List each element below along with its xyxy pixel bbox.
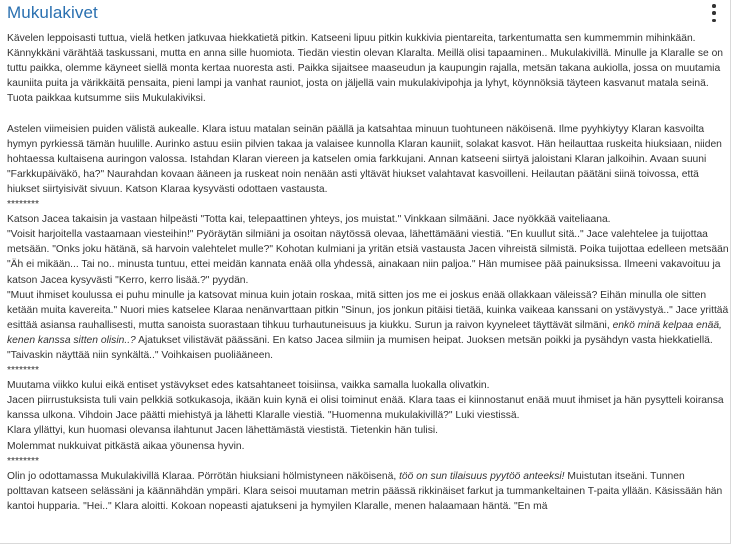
story-paragraph [7,439,729,454]
story-paragraph [7,197,729,212]
paragraph-text: ******** [7,199,40,211]
story-paragraph [7,363,729,378]
paragraph-text: ******** [7,455,40,467]
paragraph-text: Astelen viimeisien puiden välistä aukealle. Klara istuu matalan seinän päällä ja katsahtaa minuun tuohtuneen näköisenä. Ilme pyyhkiytyy Klaran kasvoilta hymyn pyrkiessä tämän huulille. Aurinko astuu esiin pilvien takaa ja valaisee kunnolla Klaran kauniit, solakat kasvot. Hän heilauttaa ruskeita hiuksiaan, niiden hohtaessa kultaisena auringon valossa. Istahdan Klaran viereen ja katselen omia farkkujani. Annan katseeni siirtyä jaloistani Klaran jalkoihin. Avaan suuni "Farkkupäiväkö, ha?" Naurahdan kovaan ääneen ja ruskeat noin nenään asti yltävät hiukset valahtavat kasvoilleni. Heilautan päätäni siinä toivossa, että hiukset siirtyisivät sivuun. Katson Klaraa kysyvästi odottaen vastausta. [7,123,722,195]
paragraph-text: Ajatukset vilistävät päässäni. En katso Jacea silmiin ja mumisen heipat. Juoksen metsän poikki ja pysähdyn vasta hiekkatiellä. "Taivaskin näyttää niin synkältä.." Voihkaisen puoliääneen. [7,334,713,361]
vertical-ellipsis-icon[interactable] [707,4,721,22]
story-paragraph [7,469,729,514]
story-paragraph [7,212,729,227]
paragraph-text: Muutama viikko kului eikä entiset ystävykset edes katsahtaneet toisiinsa, vaikka samalla luokalla olivatkin. [7,380,490,392]
paragraph-text: Molemmat nukkuivat pitkästä aikaa yöunensa hyvin. [7,440,245,452]
paragraph-text: Muistutan itseäni. Tunnen polttavan katseen selässäni ja käännähdän ympäri. Klara seisoi muutaman metrin päässä rikkinäiset farkut ja tummankeltainen T-paita yllään. Käsissään hän kantoi hupparia. "Hei.." Klara aloitti. Kokoan nopeasti ajatukseni ja hymyilen Klaralle, menen halaamaan häntä. "En mä [7,470,723,512]
paragraph-text: "Voisit harjoitella vastaamaan viesteihin!" Pyöräytän silmiäni ja osoitan näytössä olevaa, lähettämääni viestiä. "En kuullut sitä.." Jace valehtelee ja tuijottaa metsään. "Onks joku hätänä, sä harvoin valehtelet mulle?" Kohotan kulmiani ja yritän etsiä vastausta Jacen vihreistä silmistä. Poika tuijottaa edelleen metsään "Äh ei mikään... Tai no.. minusta tuntuu, ettei meidän kannata enää olla yhdessä, ainakaan niin paljoa." Hän mumisee pää painuksissa. Ilmeeni vakavoituu ja katson Jacea kysyvästi "Kerro, kerro lisää.?" pyydän. [7,229,729,286]
post-header [0,0,731,26]
paragraph-text: Klara yllättyi, kun huomasi olevansa ilahtunut Jacen lähettämästä viestistä. Tietenkin hän tulisi. [7,425,438,437]
italic-thought-text: enkö minä kelpaa enää, kenen kanssa sitten olisin..? [7,319,722,346]
story-paragraph [7,454,729,469]
paragraph-text: ******** [7,365,40,377]
story-paragraph [7,288,729,363]
post-title: Mukulakivet [7,3,98,22]
story-paragraph [7,423,729,438]
paragraph-text: Kävelen leppoisasti tuttua, vielä hetken jatkuvaa hiekkatietä pitkin. Katseeni lipuu pitkin kukkivia pientareita, tarkentumatta sen kummemmin mihinkään. Kännykkäni värähtää taskussani, mutta en anna sille huomiota. Tiedän viestin olevan Klaralta. Meillä olisi tapaaminen.. Mukulakivillä. Minulle ja Klaralle se on tuttu paikka, olemme käyneet siellä monta kertaa nuoresta asti. Paikka sijaitsee maaseudun ja kaupungin rajalla, metsän takana aukiolla, jossa on muutamia kauniita puita ja värikkäitä pensaita, pieni lampi ja vanhat rauniot, josta on jäljellä vain mukulakivipohja ja lyhyt, köynnöksiä täyteen kasvanut matala seinä. Tuota paikkaa kutsumme siis Mukulakiviksi. [7,33,724,105]
paragraph-text: Katson Jacea takaisin ja vastaan hilpeästi "Totta kai, telepaattinen yhteys, jos muistat." Vinkkaan silmääni. Jace nyökkää vaiteliaana. [7,214,611,226]
post-body [7,31,729,544]
story-paragraph [7,378,729,393]
paragraph-text: Jacen piirrustuksista tuli vain pelkkiä sotkukasoja, ikään kuin kynä ei olisi toiminut enää. Klara taas ei kiinnostanut enää muut ihmiset ja hän pysytteli koiransa kanssa ulkona. Vihdoin Jace päätti miehistyä ja lähetti Klaralle viestiä. "Huomenna mukulakivillä?" Luki viestissä. [7,395,724,422]
italic-thought-text: töö on sun tilaisuus pyytöö anteeksi! [399,470,565,482]
story-paragraph [7,122,729,197]
story-paragraph [7,227,729,287]
paragraph-text: Olin jo odottamassa Mukulakivillä Klaraa. Pörrötän hiuksiani hölmistyneen näköisenä, [7,470,400,482]
paragraph-text: "Muut ihmiset koulussa ei puhu minulle ja katsovat minua kuin jotain roskaa, mitä sitten jos me ei joskus enää ollakkaan väleissä? Eihän minulla ole sitten ketään muita kavereita." Nuori mies katselee Klaraa nenänvarttaan pitkin "Sinun, jos jonkun pitäisi tietää, kuinka vaikeaa kanssani on ystävystyä.." Jace yrittää esittää asiansa rauhallisesti, mutta sanoista suorastaan tihkuu turhautuneisuus ja kiukku. Surun ja raivon kyyneleet täyttävät silmäni, [7,289,729,331]
story-paragraph [7,393,729,423]
paragraph-spacer [7,106,729,121]
story-paragraph [7,31,729,106]
